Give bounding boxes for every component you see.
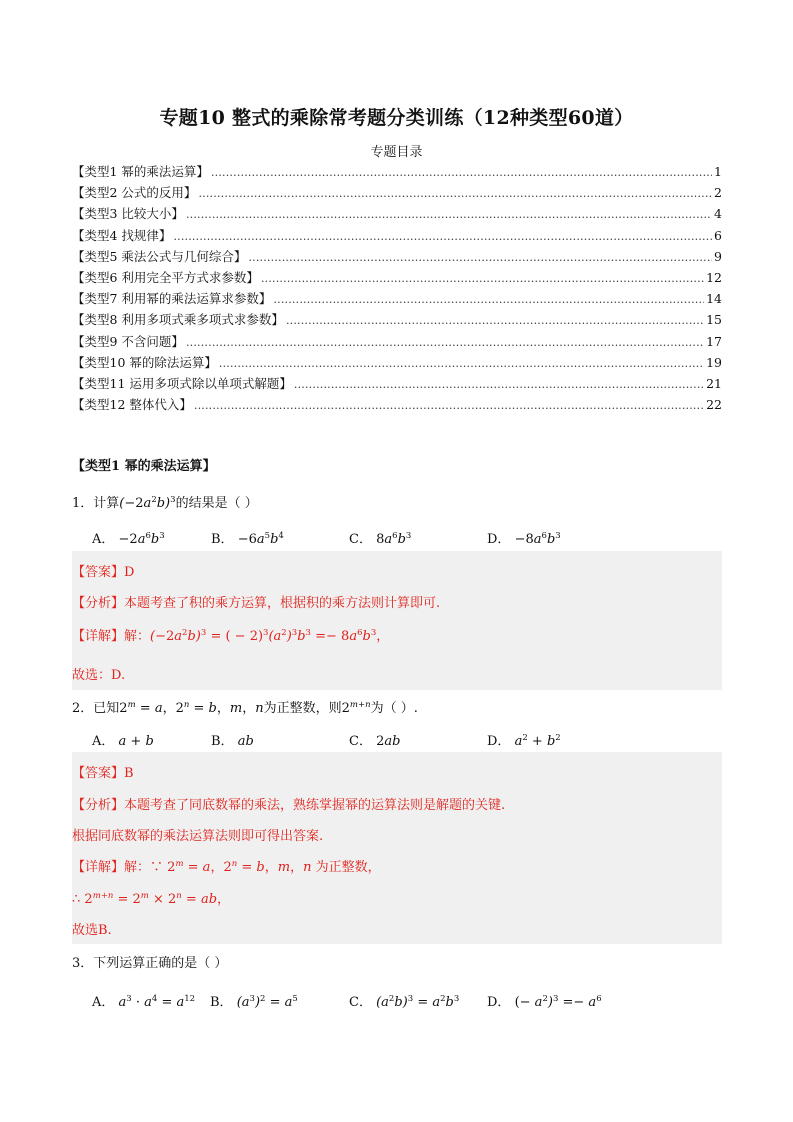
toc-entry-label: 【类型7 利用幂的乘法运算求参数】: [72, 291, 272, 307]
answer-box-2: [72, 752, 722, 944]
toc-entry-page: 4: [714, 206, 722, 222]
toc-entry[interactable]: [72, 289, 722, 310]
table-of-contents: [72, 162, 722, 416]
option-a[interactable]: A． a + b: [92, 734, 154, 749]
toc-entry-page: 6: [714, 227, 722, 243]
analysis-line-2: 根据同底数幂的乘法运算法则即可得出答案.: [72, 829, 324, 844]
option-b[interactable]: B． $-6a^5b^4$: [211, 531, 284, 547]
toc-entry-label: 【类型6 利用完全平方式求参数】: [72, 269, 259, 285]
toc-entry-page: 1: [714, 164, 722, 179]
option-c[interactable]: C． $(a^2b)^3 = a^2b^3$: [349, 994, 460, 1010]
toc-entry[interactable]: [72, 268, 722, 289]
option-b[interactable]: B． $(a^3)^2 = a^5$: [210, 994, 298, 1010]
question-3-stem: 3．下列运算正确的是（ ）: [72, 956, 228, 971]
toc-entry-label: 【类型10 幂的除法运算】: [72, 354, 217, 370]
option-a[interactable]: A． $-2a^6b^3$: [92, 531, 165, 547]
toc-entry-label: 【类型1 幂的乘法运算】: [72, 164, 209, 179]
answer-line: 【答案】B: [72, 766, 134, 781]
page-title: 专题10 整式的乘除常考题分类训练（12种类型60道）: [159, 107, 634, 129]
toc-entry[interactable]: [72, 204, 722, 225]
option-a[interactable]: A． $a^3 \cdot a^4 = a^{12}$: [92, 994, 196, 1010]
option-d[interactable]: D． (− $a^2)^3 =- a^6$: [487, 994, 602, 1010]
toc-entry-page: 22: [706, 397, 722, 413]
toc-entry-label: 【类型3 比较大小】: [72, 206, 184, 222]
option-c[interactable]: C． $8a^6b^3$: [349, 531, 412, 547]
answer-line: 【答案】D: [72, 565, 135, 580]
option-d[interactable]: D． $-8a^6b^3$: [487, 531, 561, 547]
question-2-stem: 2．已知2$^m$ = a，2$^n$ = b，m，n为正整数，则$2^{m+n}$为（ ）.: [72, 700, 418, 716]
toc-entry[interactable]: [72, 332, 722, 353]
toc-entry[interactable]: [72, 247, 722, 268]
toc-entry-page: 17: [706, 333, 722, 349]
toc-entry-page: 14: [706, 291, 722, 307]
toc-entry[interactable]: [72, 353, 722, 374]
analysis-line: 【分析】本题考查了积的乘方运算，根据积的乘方法则计算即可.: [72, 596, 441, 611]
toc-entry-label: 【类型8 利用多项式乘多项式求参数】: [72, 312, 284, 328]
toc-entry[interactable]: [72, 226, 722, 247]
toc-entry[interactable]: [72, 395, 722, 416]
toc-entry[interactable]: [72, 374, 722, 395]
analysis-line: 【分析】本题考查了同底数幂的乘法，熟练掌握幂的运算法则是解题的关键.: [72, 798, 506, 813]
question-1-stem: 1．计算$(-2a^2b)^3$的结果是（ ）: [72, 495, 258, 511]
conclusion-line: 故选B.: [72, 923, 112, 938]
toc-entry-page: 2: [714, 185, 722, 201]
toc-entry-label: 【类型12 整体代入】: [72, 397, 192, 413]
toc-entry-page: 21: [706, 375, 722, 391]
section-heading: 【类型1 幂的乘法运算】: [72, 459, 216, 474]
toc-entry-page: 9: [714, 248, 722, 264]
detail-line: 【详解】解：$(-2a^2b)^3$ = ( − $2)^3(a^2)^3b^3 =- 8a^6b^3$，: [72, 628, 390, 644]
toc-entry[interactable]: [72, 183, 722, 204]
toc-entry-label: 【类型2 公式的反用】: [72, 185, 197, 201]
toc-entry-page: 19: [706, 354, 722, 370]
option-d[interactable]: D． $a^2 + b^2$: [487, 733, 561, 749]
toc-entry-label: 【类型5 乘法公式与几何综合】: [72, 248, 247, 264]
option-b[interactable]: B． ab: [211, 734, 254, 749]
toc-entry[interactable]: [72, 310, 722, 331]
toc-entry-label: 【类型9 不含问题】: [72, 333, 184, 349]
therefore-line: ∴ $2^{m+n} = 2^m \times 2^n$ = ab，: [72, 891, 231, 907]
answer-box-1: [72, 551, 722, 690]
toc-entry-label: 【类型11 运用多项式除以单项式解题】: [72, 375, 292, 391]
option-c[interactable]: C． 2ab: [349, 734, 401, 749]
toc-title: 专题目录: [370, 145, 423, 160]
toc-entry-page: 15: [706, 312, 722, 328]
toc-entry[interactable]: [72, 162, 722, 183]
toc-entry-page: 12: [706, 269, 722, 285]
conclusion-line: 故选：D.: [72, 668, 126, 683]
detail-line: 【详解】解：∵ 2$^m$ = a，2$^n$ = b，m，n 为正整数，: [72, 859, 381, 875]
toc-entry-label: 【类型4 找规律】: [72, 227, 172, 243]
